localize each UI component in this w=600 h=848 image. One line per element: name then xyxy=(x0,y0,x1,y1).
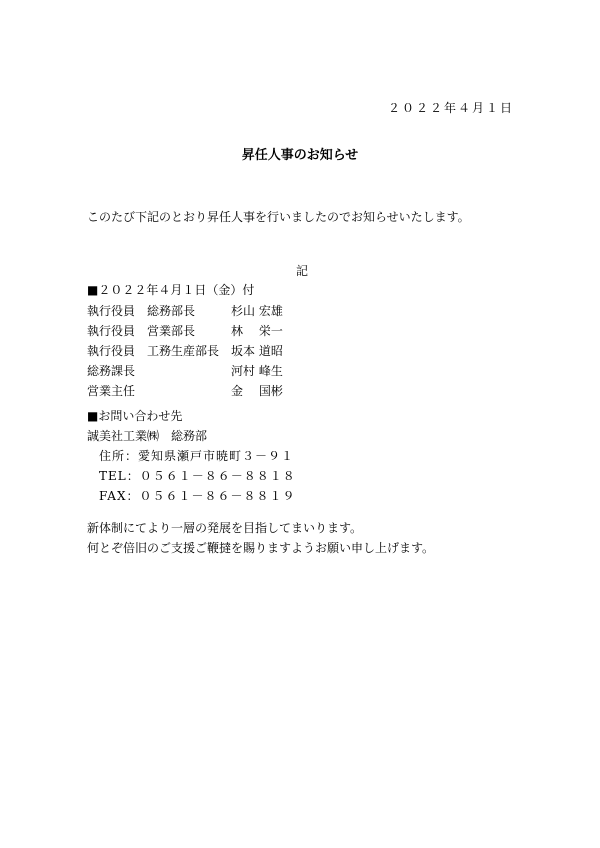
closing-line: 新体制にてより一層の発展を目指してまいります。 xyxy=(87,521,363,535)
company-name: 誠美社工業㈱ 総務部 xyxy=(87,429,208,443)
promotion-name: 金 国彬 xyxy=(231,384,283,398)
promotion-name: 林 栄一 xyxy=(231,324,283,338)
tel-line: TEL：０５６１－８６－８８１８ xyxy=(99,469,296,483)
promotion-dept: 総務部長 xyxy=(147,304,196,318)
promotion-role: 総務課長 xyxy=(87,364,136,378)
inquiry-heading: ■お問い合わせ先 xyxy=(87,409,183,423)
promotion-role: 営業主任 xyxy=(87,384,136,398)
promotion-role: 執行役員 xyxy=(87,344,136,358)
promotion-row xyxy=(87,361,331,381)
promotion-dept: 工務生産部長 xyxy=(147,344,220,358)
promotion-row xyxy=(87,301,331,321)
closing-line: 何とぞ倍旧のご支援ご鞭撻を賜りますようお願い申し上げます。 xyxy=(87,541,435,555)
promotions-table xyxy=(87,301,331,401)
promotion-name: 坂本 道昭 xyxy=(231,344,283,358)
intro-text: このたび下記のとおり昇任人事を行いましたのでお知らせいたします。 xyxy=(87,210,470,224)
promotion-dept: 営業部長 xyxy=(147,324,196,338)
promotion-row xyxy=(87,321,331,341)
promotion-role: 執行役員 xyxy=(87,304,136,318)
promotion-row xyxy=(87,381,331,401)
document-date: ２０２２年４月１日 xyxy=(387,101,514,115)
promotion-name: 河村 峰生 xyxy=(231,364,283,378)
promotion-row xyxy=(87,341,331,361)
address-line: 住所：愛知県瀬戸市暁町３－９１ xyxy=(99,449,295,463)
promotion-role: 執行役員 xyxy=(87,324,136,338)
promotion-dept xyxy=(147,361,231,381)
fax-line: FAX：０５６１－８６－８８１９ xyxy=(99,489,296,503)
document-title: 昇任人事のお知らせ xyxy=(241,148,359,163)
effective-date: ■２０２２年４月１日（金）付 xyxy=(87,283,255,297)
promotion-name: 杉山 宏雄 xyxy=(231,304,283,318)
promotion-dept xyxy=(147,381,231,401)
ki-marker: 記 xyxy=(296,264,309,278)
